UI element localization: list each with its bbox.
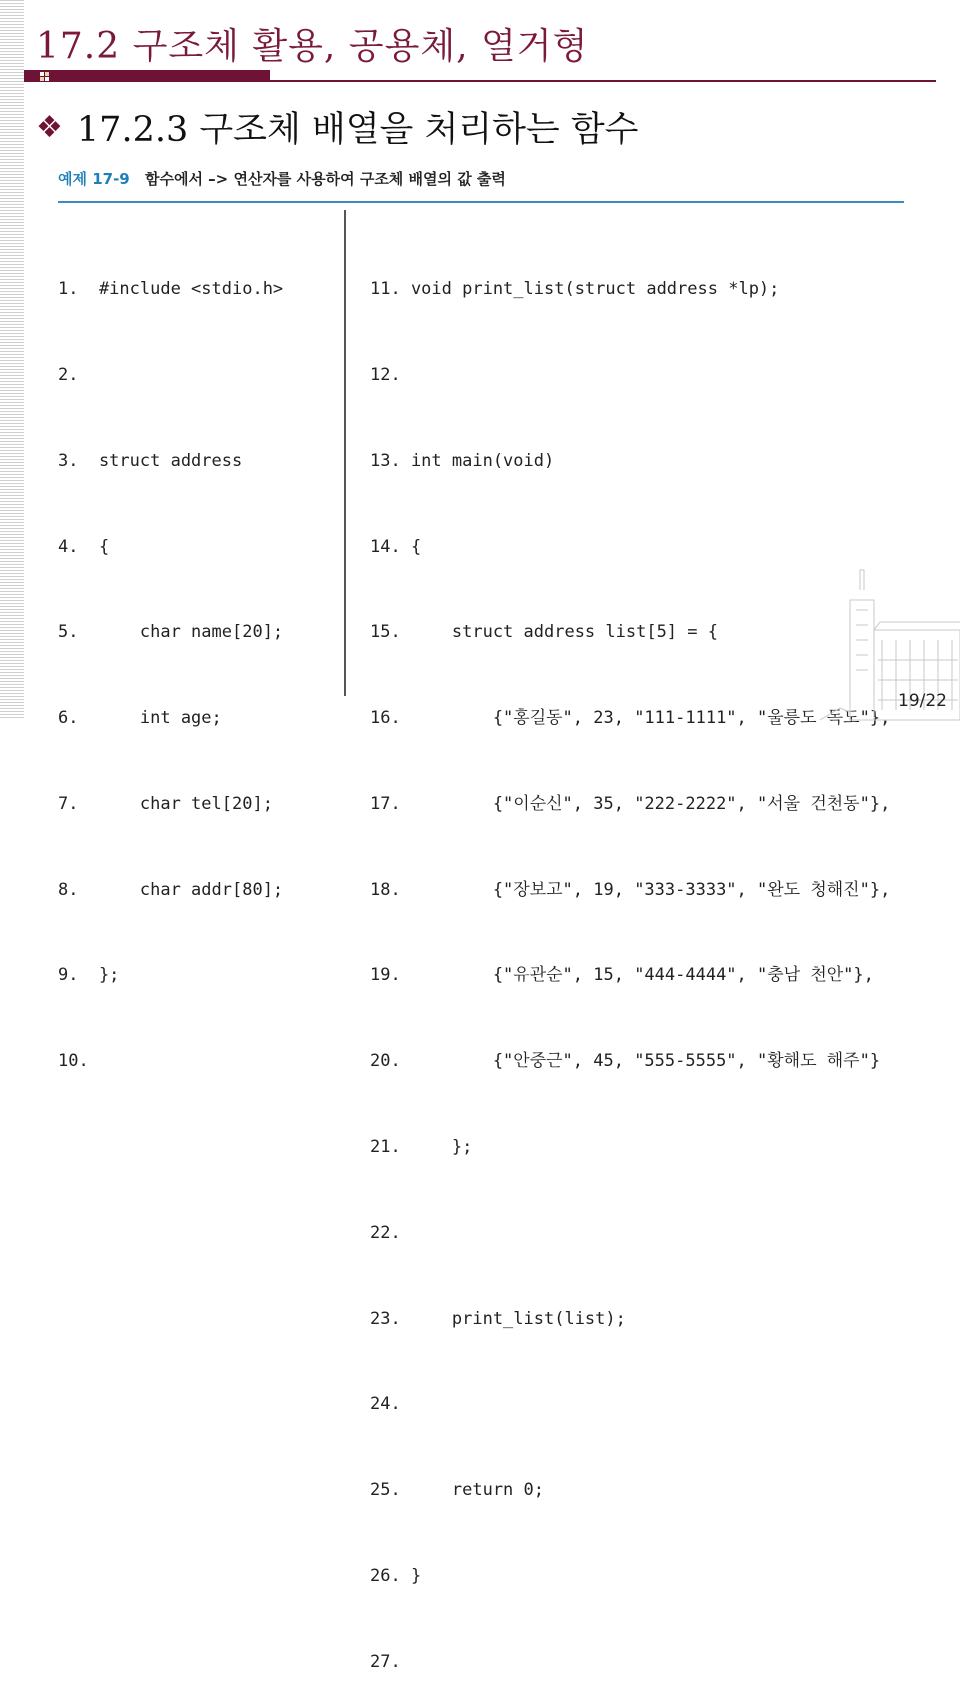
slide-title: 17.2 구조체 활용, 공용체, 열거형 [36, 26, 589, 67]
code-line: 22. [370, 1222, 401, 1243]
code-line: 18. {"장보고", 19, "333-3333", "완도 청해진"}, [370, 879, 891, 900]
code-line: 12. [370, 364, 401, 385]
example-rule [58, 201, 904, 203]
section-heading [36, 102, 638, 152]
code-line: 3. struct address [58, 450, 243, 471]
code-line: 17. {"이순신", 35, "222-2222", "서울 건천동"}, [370, 793, 891, 814]
title-underline-bar [24, 70, 270, 82]
code-line: 14. { [370, 536, 422, 557]
code-line: 23. print_list(list); [370, 1308, 626, 1329]
code-line: 9. }; [58, 965, 120, 986]
title-decor-icon [40, 72, 50, 82]
section-heading-text: 17.2.3 구조체 배열을 처리하는 함수 [76, 110, 639, 150]
code-line: 1. #include <stdio.h> [58, 279, 284, 300]
code-line: 16. {"홍길동", 23, "111-1111", "울릉도 독도"}, [370, 708, 891, 729]
code-line: 11. void print_list(struct address *lp); [370, 279, 780, 300]
code-line: 25. return 0; [370, 1480, 544, 1501]
code-line: 2. [58, 364, 79, 385]
code-line: 6. int age; [58, 708, 222, 729]
code-line: 15. struct address list[5] = { [370, 622, 718, 643]
code-left-column [58, 218, 283, 1104]
column-divider [344, 210, 346, 696]
title-underline-line [270, 80, 936, 82]
code-line: 27. [370, 1651, 401, 1672]
code-line: 8. char addr[80]; [58, 879, 284, 900]
code-line: 10. [58, 1051, 89, 1072]
example-number: 예제 17-9 [58, 170, 130, 188]
code-line: 24. [370, 1394, 401, 1415]
page-number: 19/22 [898, 691, 947, 711]
code-line: 7. char tel[20]; [58, 793, 273, 814]
code-line: 21. }; [370, 1137, 473, 1157]
code-line: 5. char name[20]; [58, 622, 284, 643]
diamond-bullet-icon: ❖ [36, 109, 63, 145]
code-line: 13. int main(void) [370, 450, 555, 471]
example-caption [58, 168, 506, 189]
code-line: 20. {"안중근", 45, "555-5555", "황해도 해주"} [370, 1051, 881, 1072]
code-line: 19. {"유관순", 15, "444-4444", "충남 천안"}, [370, 965, 874, 986]
left-edge-stripe [0, 0, 24, 720]
code-line: 4. { [58, 536, 110, 557]
code-line: 26. } [370, 1565, 422, 1586]
example-caption-text: 함수에서 –> 연산자를 사용하여 구조체 배열의 값 출력 [144, 170, 506, 188]
code-right-column [370, 218, 890, 1705]
